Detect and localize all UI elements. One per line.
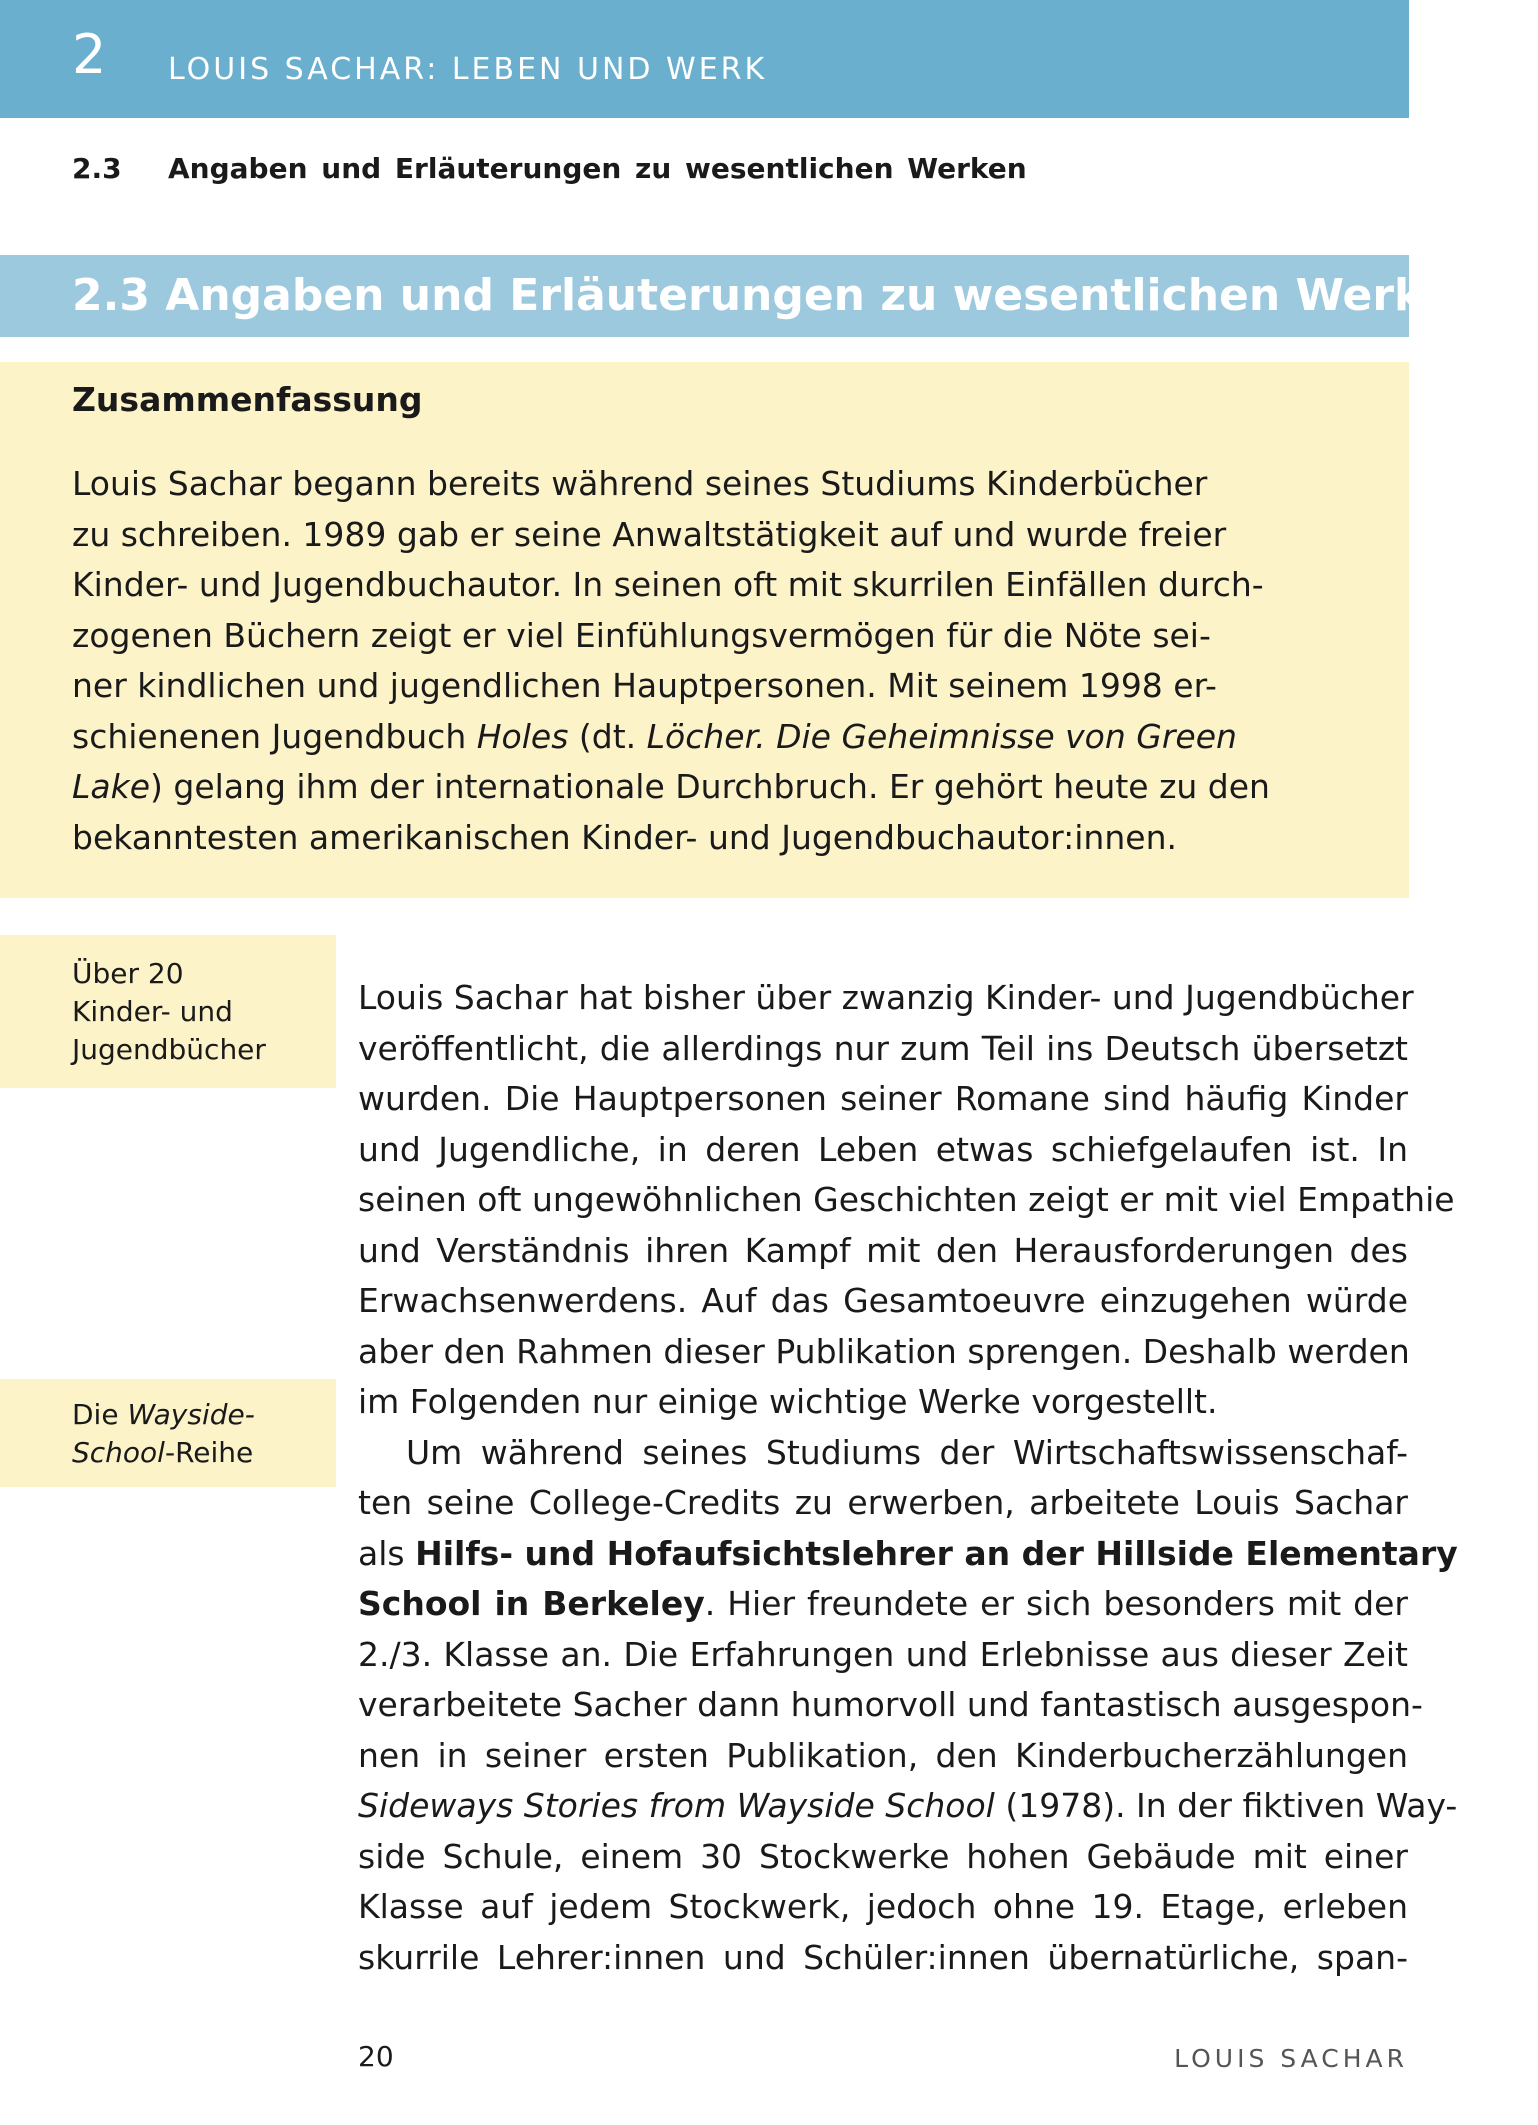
summary-line: zogenen Büchern zeigt er viel Einfühlungsvermögen für die Nöte sei- [72, 615, 1211, 655]
section-title: 2.3 Angaben und Erläuterungen zu wesentlichen Werken [72, 270, 1484, 321]
text-run: schienenen Jugendbuch [72, 716, 477, 756]
body-line: Louis Sachar hat bisher über zwanzig Kinder- und Jugendbücher [358, 978, 1414, 1017]
summary-line: Louis Sachar begann bereits während seines Studiums Kinderbücher [72, 464, 1208, 503]
summary-heading: Zusammenfassung [72, 380, 423, 419]
body-line: aber den Rahmen dieser Publikation sprengen. Deshalb werden [358, 1331, 1410, 1371]
body-line: und Verständnis ihren Kampf mit den Herausforderungen des [358, 1230, 1408, 1270]
body-line: veröffentlicht, die allerdings nur zum Teil ins Deutsch übersetzt [358, 1028, 1408, 1068]
summary-line [72, 712, 1342, 763]
margin-note-line [72, 1434, 255, 1472]
text-italic: Wayside- [127, 1398, 255, 1431]
text-run: (1978). In der fiktiven Way- [994, 1786, 1458, 1825]
body-line [358, 1529, 1458, 1580]
body-line [358, 1781, 1458, 1832]
text-run: ) gelang ihm der internationale Durchbruch. Er gehört heute zu den [150, 767, 1270, 806]
margin-note-line: Jugendbücher [72, 1033, 266, 1066]
text-run: . Hier freundete er sich besonders mit der [704, 1584, 1408, 1623]
chapter-title: LOUIS SACHAR: LEBEN UND WERK [168, 52, 768, 87]
footer-running-name: LOUIS SACHAR [1174, 2044, 1408, 2073]
running-head-number: 2.3 [72, 152, 122, 185]
page-number: 20 [358, 2040, 394, 2073]
margin-note-2 [0, 1379, 336, 1487]
body-line: wurden. Die Hauptpersonen seiner Romane sind häufig Kinder [358, 1079, 1408, 1118]
book-title-italic: Sideways Stories from Wayside School [358, 1786, 995, 1825]
text-italic: School [72, 1436, 165, 1469]
body-line: nen in seiner ersten Publikation, den Kinderbucherzählungen [358, 1735, 1408, 1775]
summary-line: ner kindlichen und jugendlichen Hauptpersonen. Mit seinem 1998 er- [72, 666, 1217, 705]
body-line: side Schule, einem 30 Stockwerke hohen Gebäude mit einer [358, 1836, 1408, 1876]
book-title-italic: Holes [476, 716, 569, 756]
book-title-italic: Löcher. Die Geheimnisse von Green [646, 716, 1237, 756]
body-line: seinen oft ungewöhnlichen Geschichten zeigt er mit viel Empathie [358, 1180, 1455, 1219]
margin-note-line: Über 20 [72, 957, 184, 990]
chapter-number: 2 [72, 23, 107, 86]
summary-line [72, 762, 1342, 813]
text-run: -Reihe [164, 1436, 254, 1469]
body-line: 2./3. Klasse an. Die Erfahrungen und Erlebnisse aus dieser Zeit [358, 1634, 1408, 1674]
body-line [358, 1579, 1408, 1630]
summary-line: Kinder- und Jugendbuchautor. In seinen oft mit skurrilen Einfällen durch- [72, 565, 1264, 604]
body-line: skurrile Lehrer:innen und Schüler:innen übernatürliche, span- [358, 1937, 1408, 1977]
body-text [358, 973, 1458, 1983]
body-line: ten seine College-Credits zu erwerben, arbeitete Louis Sachar [358, 1483, 1408, 1522]
text-bold: School in Berkeley [358, 1584, 705, 1623]
body-line: und Jugendliche, in deren Leben etwas schiefgelaufen ist. In [358, 1129, 1408, 1169]
text-bold: Hilfs- und Hofaufsichtslehrer an der Hillside Elementary [415, 1533, 1458, 1573]
margin-note-line: Kinder- und [72, 995, 233, 1028]
text-run: Die [72, 1398, 128, 1431]
book-title-italic: Lake [72, 767, 151, 806]
body-line: im Folgenden nur einige wichtige Werke vorgestellt. [358, 1382, 1218, 1421]
body-line: Klasse auf jedem Stockwerk, jedoch ohne 19. Etage, erleben [358, 1887, 1408, 1926]
running-head-title: Angaben und Erläuterungen zu wesentlichen Werken [168, 152, 1027, 185]
summary-line: bekanntesten amerikanischen Kinder- und Jugendbuchautor:innen. [72, 817, 1177, 857]
margin-note-1 [0, 935, 336, 1088]
margin-note-line [72, 1396, 255, 1434]
body-line: Erwachsenwerdens. Auf das Gesamtoeuvre einzugehen würde [358, 1281, 1408, 1320]
body-line: verarbeitete Sacher dann humorvoll und fantastisch ausgespon- [358, 1685, 1423, 1724]
text-run: als [358, 1533, 416, 1573]
text-run: (dt. [568, 716, 647, 756]
summary-text [72, 459, 1342, 863]
body-line: Um während seines Studiums der Wirtschaftswissenschaf- [406, 1432, 1408, 1472]
summary-line: zu schreiben. 1989 gab er seine Anwaltstätigkeit auf und wurde freier [72, 514, 1227, 554]
